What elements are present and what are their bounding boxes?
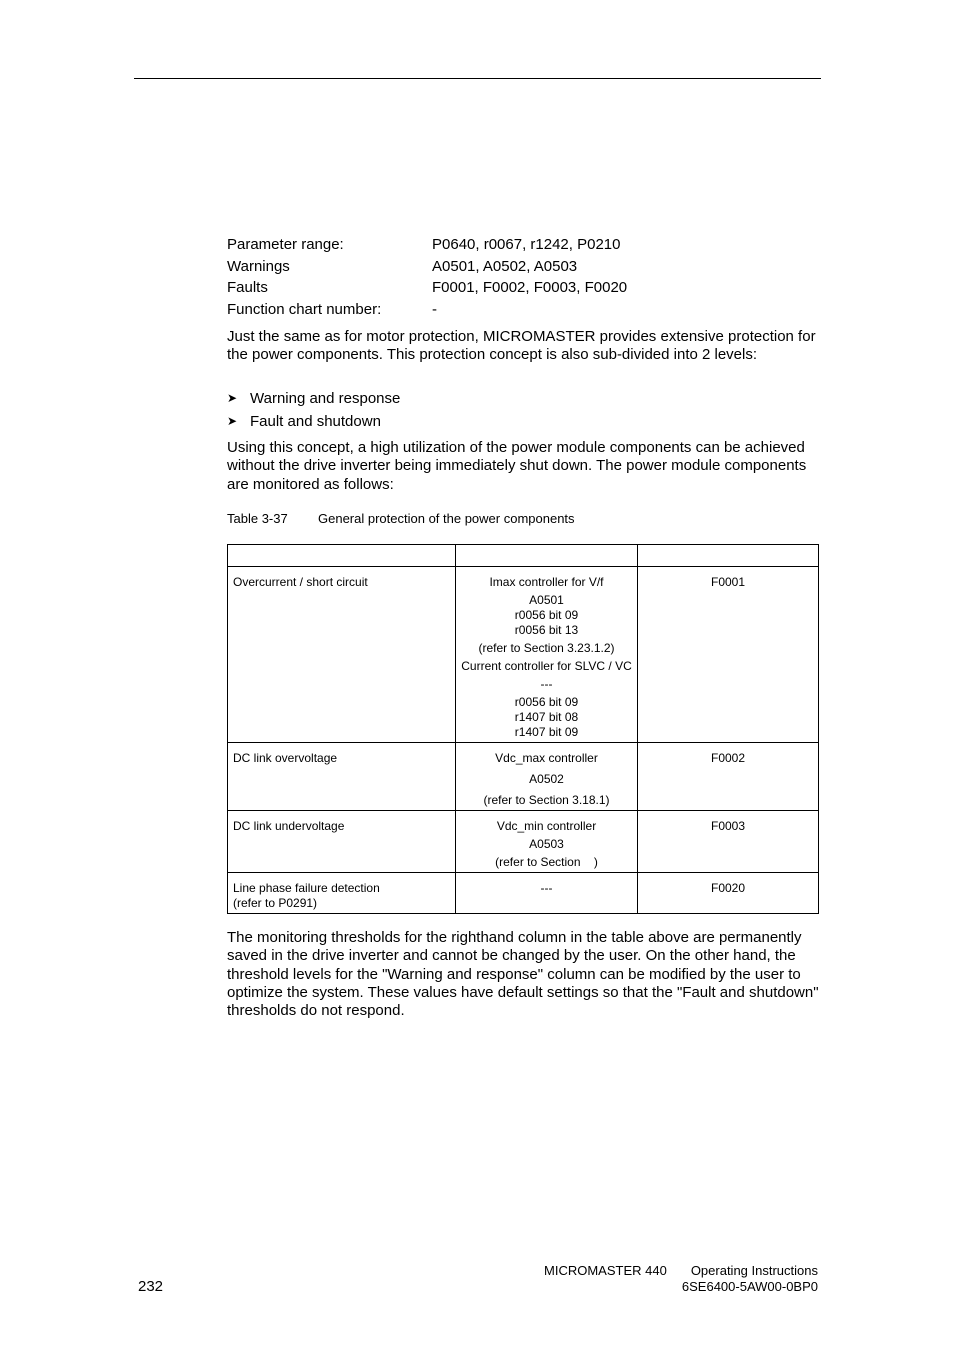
cell-text: Imax controller for V/f: [489, 575, 604, 589]
warning-cell: [456, 873, 638, 914]
header-cell-fault: [638, 545, 819, 567]
cell-text: A0502: [529, 772, 564, 786]
threshold-paragraph: The monitoring thresholds for the righthand column in the table above are permanently saved in the drive inverter and cannot be changed by the user. On the other hand, the threshold levels for the "Warning and response" column can be modified by the user to optimize the system. These values have default settings so that the "Fault and shutdown" thresholds do not respond.: [227, 929, 819, 1020]
param-row-function-chart: [227, 299, 627, 321]
bullet-list: [227, 387, 400, 433]
cell-text: r0056 bit 09: [514, 695, 579, 709]
footer-product: MICROMASTER 440: [544, 1263, 667, 1278]
page-number: 232: [138, 1278, 164, 1295]
footer-doc-type: Operating Instructions: [690, 1263, 818, 1278]
footer-row: [544, 1263, 818, 1279]
footer-row: [544, 1279, 818, 1295]
header-rule: [134, 78, 821, 79]
cell-text: ---: [540, 881, 553, 895]
param-label: Parameter range:: [227, 236, 344, 253]
table-caption: [227, 510, 575, 528]
fault-cell: F0001: [638, 567, 819, 743]
bullet-item: [227, 387, 400, 410]
cell-text: r0056 bit 09: [514, 608, 579, 622]
table-row: [228, 567, 819, 743]
warning-cell: [456, 743, 638, 811]
table-row: [228, 743, 819, 811]
component-cell: [228, 567, 456, 743]
cell-text: ---: [540, 677, 553, 691]
cell-text: r1407 bit 08: [514, 710, 579, 724]
header-cell-component: [228, 545, 456, 567]
param-value: A0501, A0502, A0503: [432, 257, 578, 275]
cell-text: r1407 bit 09: [514, 725, 579, 739]
cell-text: (refer to P0291): [233, 896, 318, 910]
bullet-item: [227, 410, 400, 433]
cell-text: (refer to Section 3.23.1.2): [478, 641, 615, 655]
cell-text: r0056 bit 13: [514, 623, 579, 637]
cell-text: Vdc_min controller: [496, 819, 597, 833]
param-label: Faults: [227, 279, 268, 297]
component-cell: [228, 873, 456, 914]
fault-cell: F0020: [638, 873, 819, 914]
warning-cell: [456, 811, 638, 873]
bullet-text: Warning and response: [250, 390, 401, 407]
cell-text: A0503: [529, 837, 564, 851]
fault-cell: F0003: [638, 811, 819, 873]
param-label: Warnings: [227, 257, 290, 275]
param-value: F0001, F0002, F0003, F0020: [432, 279, 628, 297]
table-row: [228, 873, 819, 914]
arrowhead-bullet-icon: ➤: [227, 414, 238, 428]
table-title: General protection of the power components: [318, 511, 575, 526]
component-cell: [228, 811, 456, 873]
table-number: Table 3-37: [227, 511, 288, 526]
concept-paragraph: Using this concept, a high utilization of the power module components can be achieved without the drive inverter being immediately shut down. The power module components are monitored as follows:: [227, 439, 807, 493]
param-row-faults: [227, 277, 627, 299]
param-value: P0640, r0067, r1242, P0210: [432, 236, 621, 253]
table-row: [228, 811, 819, 873]
warning-cell: [456, 567, 638, 743]
intro-paragraph: Just the same as for motor protection, MICROMASTER provides extensive protection for the power components. This protection concept is also sub-divided into 2 levels:: [227, 328, 816, 364]
param-value: -: [432, 301, 437, 319]
cell-text: DC link undervoltage: [233, 819, 345, 833]
table-header-row: [228, 545, 819, 567]
arrowhead-bullet-icon: ➤: [227, 391, 238, 405]
cell-text: DC link overvoltage: [233, 751, 338, 765]
fault-cell: F0002: [638, 743, 819, 811]
param-row-range: [227, 234, 627, 256]
param-label: Function chart number:: [227, 301, 382, 319]
cell-text: A0501: [529, 593, 564, 607]
cell-text: (refer to Section ): [495, 855, 598, 869]
bullet-text: Fault and shutdown: [250, 413, 381, 430]
protection-table: [227, 544, 819, 914]
cell-text: (refer to Section 3.18.1): [483, 793, 610, 807]
component-cell: [228, 743, 456, 811]
footer-order-number: 6SE6400-5AW00-0BP0: [681, 1279, 818, 1294]
header-cell-warning: [456, 545, 638, 567]
param-row-warnings: [227, 256, 627, 278]
footer-info: [544, 1263, 818, 1295]
cell-text: Overcurrent / short circuit: [233, 575, 368, 589]
parameter-list: [227, 234, 627, 321]
cell-text: Line phase failure detection: [233, 881, 380, 895]
cell-text: Vdc_max controller: [495, 751, 598, 765]
cell-text: Current controller for SLVC / VC: [461, 659, 632, 673]
